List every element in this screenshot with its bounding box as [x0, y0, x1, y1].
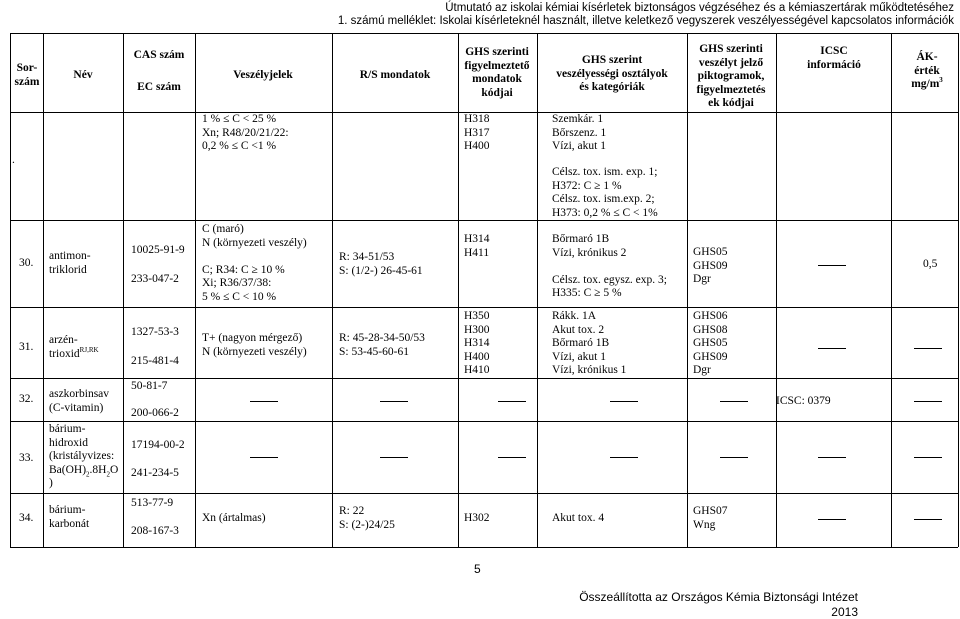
- column-divider: [687, 33, 688, 547]
- column-divider: [958, 33, 959, 547]
- empty-dash: [610, 401, 638, 402]
- empty-dash: [380, 457, 408, 458]
- continuation-veszelyjelek: 1 % ≤ C < 25 % Xn; R48/20/21/22: 0,2 % ≤ C <1 %: [202, 113, 289, 152]
- continuation-h-codes: H318 H317 H400: [464, 113, 490, 152]
- row-number: 30.: [19, 257, 34, 269]
- column-header-ec: EC szám: [137, 81, 181, 93]
- empty-dash: [818, 519, 846, 520]
- table-border-bottom: [10, 547, 958, 548]
- empty-dash: [250, 401, 278, 402]
- column-header-ghs-osztalyok: GHS szerint veszélyességi osztályok és kategóriák: [556, 54, 668, 93]
- substance-name: bárium- hidroxid (kristályvizes: $Ba(OH)_2.8H_2O$ ): [49, 423, 119, 489]
- hazard-symbols: Xn (ártalmas): [202, 512, 266, 524]
- row-number: 33.: [19, 452, 34, 464]
- ec-number: 241-234-5: [131, 467, 179, 479]
- ec-number: 208-167-3: [131, 525, 179, 537]
- column-divider: [332, 33, 333, 547]
- rs-phrases: R: 45-28-34-50/53 S: 53-45-60-61: [339, 332, 425, 358]
- column-header-cas: CAS szám: [133, 49, 185, 61]
- cas-number: 50-81-7: [131, 380, 168, 392]
- empty-dash: [914, 401, 942, 402]
- column-header-icsc: ICSC információ: [807, 45, 861, 71]
- cas-number: 17194-00-2: [131, 439, 185, 451]
- icsc-reference: ICSC: 0379: [776, 395, 831, 407]
- table-border-top: [10, 33, 958, 34]
- ghs-pictograms: GHS06 GHS08 GHS05 GHS09 Dgr: [693, 310, 728, 376]
- ak-value: 0,5: [923, 258, 938, 270]
- ec-number: 215-481-4: [131, 355, 179, 367]
- column-divider: [891, 33, 892, 547]
- column-divider: [537, 33, 538, 547]
- document-header-subtitle: 1. számú melléklet: Iskolai kísérleteknél használt, illetve keletkező vegyszerek veszélyességével kapcsolatos információk: [337, 15, 954, 27]
- column-divider: [195, 33, 196, 547]
- row-number: 32.: [19, 393, 34, 405]
- ghs-classes: Bőrmaró 1B Vízi, krónikus 2 Célsz. tox. egysz. exp. 3; H335: C ≥ 5 %: [552, 233, 667, 299]
- ec-number: 233-047-2: [131, 273, 179, 285]
- column-header-ak-ertek: ÁK- érték $mg/m^3$: [911, 51, 943, 90]
- continuation-ghs-classes-2: Célsz. tox. ism. exp. 1; H372: C ≥ 1 % Célsz. tox. ism.exp. 2; H373: 0,2 % ≤ C < 1%: [552, 166, 658, 219]
- row-number: 31.: [19, 341, 34, 353]
- row-divider: [10, 378, 958, 379]
- empty-dash: [498, 401, 526, 402]
- cas-number: 1327-53-3: [131, 326, 179, 338]
- column-divider: [776, 33, 777, 547]
- ghs-pictograms: GHS05 GHS09 Dgr: [693, 246, 728, 285]
- empty-dash: [818, 265, 846, 266]
- cas-number: 513-77-9: [131, 497, 174, 509]
- substance-name: aszkorbinsav (C-vitamin): [49, 388, 110, 414]
- empty-dash: [914, 348, 942, 349]
- hazard-symbols: T+ (nagyon mérgező) N (környezeti veszély): [202, 332, 307, 358]
- row-divider: [10, 307, 958, 308]
- empty-dash: [250, 457, 278, 458]
- column-header-nev: Név: [73, 69, 93, 81]
- empty-dash: [914, 457, 942, 458]
- ghs-pictograms: GHS07 Wng: [693, 505, 728, 531]
- substance-name: bárium- karbonát: [49, 504, 90, 530]
- column-header-ghs-mondatok: GHS szerinti figyelmeztető mondatok kódjai: [464, 46, 530, 99]
- ec-number: 200-066-2: [131, 407, 179, 419]
- column-divider: [43, 33, 44, 547]
- column-header-rs: R/S mondatok: [359, 69, 431, 81]
- document-header-title: Útmutató az iskolai kémiai kísérletek biztonságos végzéséhez és a kémiaszertárak működtetéséhez: [445, 2, 954, 14]
- substance-name: arzén- trioxid$^{RJ,RK}$: [49, 334, 99, 360]
- ghs-classes: Akut tox. 4: [552, 512, 605, 524]
- row-divider: [10, 421, 958, 422]
- row-number: 34.: [19, 512, 34, 524]
- empty-dash: [818, 348, 846, 349]
- empty-dash: [498, 457, 526, 458]
- column-divider: [458, 33, 459, 547]
- rs-phrases: R: 22 S: (2-)24/25: [339, 505, 395, 531]
- footer-year: 2013: [831, 605, 858, 619]
- h-codes: H302: [464, 512, 490, 524]
- row-divider: [10, 220, 958, 221]
- empty-dash: [720, 401, 748, 402]
- column-divider: [10, 33, 11, 547]
- empty-dash: [818, 457, 846, 458]
- column-header-ghs-piktogramok: GHS szerinti veszélyt jelző piktogramok, figyelmeztetés ek kódjai: [696, 43, 766, 109]
- empty-dash: [914, 519, 942, 520]
- column-divider: [123, 33, 124, 547]
- empty-dash: [720, 457, 748, 458]
- empty-dash: [610, 457, 638, 458]
- substance-name: antimon- triklorid: [49, 250, 91, 276]
- column-header-veszelyjelek: Veszélyjelek: [233, 69, 293, 81]
- ghs-classes: Rákk. 1A Akut tox. 2 Bőrmaró 1B Vízi, akut 1 Vízi, krónikus 1: [552, 310, 627, 376]
- cas-number: 10025-91-9: [131, 244, 185, 256]
- rs-phrases: R: 34-51/53 S: (1/2-) 26-45-61: [339, 251, 423, 277]
- empty-dash: [380, 401, 408, 402]
- page-number: 5: [474, 562, 481, 576]
- row-divider: [10, 493, 958, 494]
- hazard-symbols: C (maró) N (környezeti veszély) C; R34: C ≥ 10 % Xi; R36/37/38: 5 % ≤ C < 10 %: [202, 223, 307, 303]
- continuation-ghs-classes: Szemkár. 1 Bőrszenz. 1 Vízi, akut 1: [552, 113, 607, 152]
- h-codes: H350 H300 H314 H400 H410: [464, 310, 490, 376]
- h-codes: H314 H411: [464, 233, 490, 259]
- footer-credit: Összeállította az Országos Kémia Biztonsági Intézet: [579, 590, 858, 604]
- column-header-sorszam: Sor- szám: [14, 62, 40, 88]
- continuation-mark: .: [12, 154, 15, 166]
